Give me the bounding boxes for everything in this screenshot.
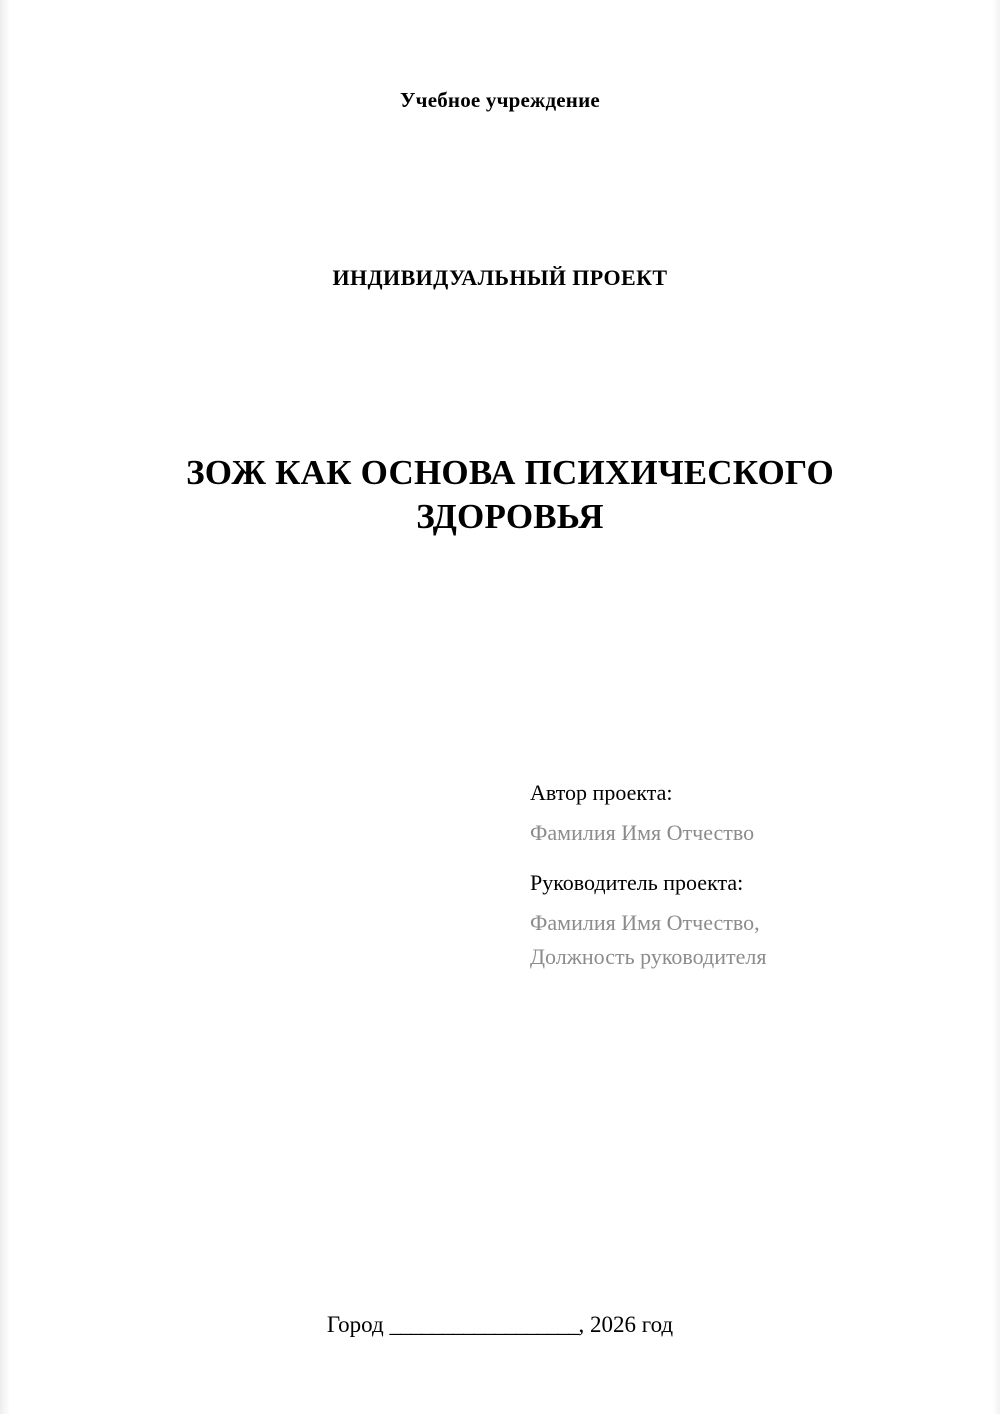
credits-block (530, 782, 950, 996)
city-blank-field: __________________ (389, 1312, 579, 1337)
supervisor-position: Должность руководителя (530, 944, 767, 969)
year-text: , 2026 год (578, 1312, 674, 1337)
city-label: Город (326, 1312, 384, 1337)
institution-name: Учебное учреждение (400, 88, 600, 112)
author-label: Автор проекта: (530, 780, 673, 805)
supervisor-label: Руководитель проекта: (530, 870, 744, 895)
author-block (530, 782, 950, 844)
footer-line (0, 1312, 1000, 1338)
supervisor-block (530, 872, 950, 968)
author-value: Фамилия Имя Отчество (530, 820, 755, 845)
supervisor-name: Фамилия Имя Отчество, (530, 910, 760, 935)
document-type: ИНДИВИДУАЛЬНЫЙ ПРОЕКТ (332, 265, 668, 290)
page-title: ЗОЖ КАК ОСНОВА ПСИХИЧЕСКОГО ЗДОРОВЬЯ (186, 453, 834, 537)
